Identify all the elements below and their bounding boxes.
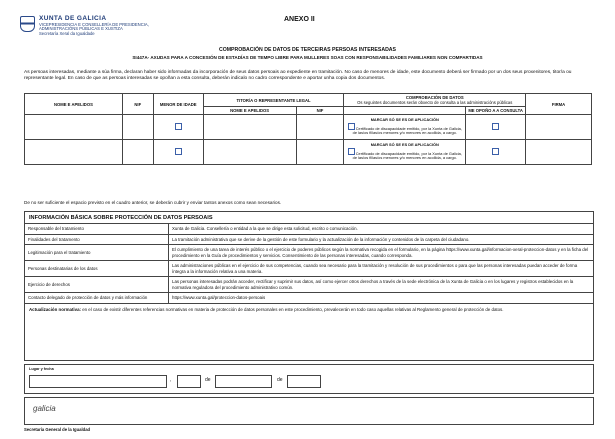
year-field[interactable] (287, 375, 321, 388)
info-key: Contacto delegado de protección de datos y más información (25, 293, 169, 304)
table-row (25, 277, 593, 293)
data-protection-title: INFORMACIÓN BÁSICA SOBRE PROTECCIÓN DE DATOS PERSOAIS (25, 212, 593, 224)
form-subtitle: SI447A- AXUDAS PARA A CONCESIÓN DE ESTADÍAS DE TEMPO LIBRE PARA MULLERES SOAS CON RESPONSABILIDADES FAMILIARES NON COMPARTIDAS (132, 55, 483, 60)
nome-cell[interactable] (25, 115, 123, 140)
logo-line-2: ADMINISTRACIÓNS PÚBLICAS E XUSTIZA (39, 26, 123, 32)
table-row (25, 261, 593, 277)
col-comprobacion-sub: Os seguintes documentos serán obxecto de consulta a las administracións públicas (357, 100, 513, 105)
table-row (25, 234, 593, 245)
logo-line-3: Secretaría Xeral da Igualdade (39, 30, 95, 36)
space-note: De no ser suficiente el espacio previsto en el cuadro anterior, se deberán cubrir y enviar tantos anexos como sean necesarios. (24, 200, 282, 205)
certificado-text: Certificado de discapacidade emitido, por la Xunta de Galicia, de las/os fillas/os menores y/o menores en acollida, a cargo. (352, 150, 462, 161)
firma-cell[interactable] (526, 140, 592, 165)
info-key: Personas destinatarias de los datos (25, 261, 169, 277)
form-title: COMPROBACIÓN DE DATOS DE TERCEIRAS PERSOAS INTERESADAS (218, 47, 397, 53)
titor-nif-cell[interactable] (296, 115, 344, 140)
nif-cell[interactable] (122, 140, 153, 165)
oponse-checkbox[interactable] (492, 123, 499, 130)
data-protection-box (24, 211, 594, 361)
info-key: Ejercicio de derechos (25, 277, 169, 293)
intro-text: As persoas interesadas, mediante a súa firma, declaran haber sido informadas da incorporación de seus datos persoais ao expediente en tramitación. No caso de menores de idade, este documento deberá ser firmado por un dos seus proxenitores, titor/a ou representante legal. En caso de que as persoas interesadas se opoñan a esta consulta, deberán indicalo no cadro correspondente e aportar unha copia dos documentos. (24, 70, 572, 82)
logo-line-1: VICEPRESIDENCIA E CONSELLERÍA DE PRESIDENCIA, (39, 21, 149, 27)
normative-update (25, 304, 593, 316)
col-comprobacion (344, 94, 526, 107)
oponse-checkbox[interactable] (492, 148, 499, 155)
info-value: Xunta de Galicia. Consellería o entidad a la que se dirige esta solicitud, escrito o comunicación. (169, 224, 594, 234)
table-row (25, 245, 593, 261)
place-field[interactable] (29, 375, 167, 388)
menor-checkbox[interactable] (175, 123, 182, 130)
place-date-label: Lugar y fecha (29, 367, 54, 371)
titor-nome-cell[interactable] (203, 115, 296, 140)
titor-nif-cell[interactable] (296, 140, 344, 165)
signature-box (24, 397, 594, 425)
info-value: El cumplimiento de una tarea de interés público o el ejercicio de poderes públicos según la normativa recogida en el formulario, en la página https://www.xunta.gal/informacion-xeral-proteccion-datos y en la ficha del procedimiento en la Guía de procedimientos y servicios. Consentimiento de las personas interesadas, cuando corresponda. (169, 245, 594, 261)
certificado-text: Certificado de discapacidade emitido, por la Xunta de Galicia, de las/os fillas/os menores y/o menores en acollida, a cargo. (352, 125, 462, 136)
logo-name: XUNTA DE GALICIA (39, 15, 107, 22)
table-row (25, 224, 593, 234)
xunta-logo (20, 16, 149, 36)
normative-text: en el caso de existir diferentes referencias normativas en materia de protección de datos personales en este procedimiento, prevalecerán en todo caso aquellas relativas al Reglamento general de protección de datos. (82, 306, 504, 312)
col-nif: NIF (122, 94, 153, 115)
certificado-checkbox[interactable] (348, 123, 355, 130)
third-party-table (24, 93, 592, 165)
col-menor: MENOR DE IDADE (153, 94, 203, 115)
footer-entity: Secretaría General de la Igualdad (24, 427, 91, 432)
table-row (25, 140, 592, 165)
marcar-label: MARCAR SÓ SE ES DE APLICACIÓN (370, 141, 439, 147)
marcar-label: MARCAR SÓ SE ES DE APLICACIÓN (370, 116, 439, 122)
info-link[interactable]: https://www.xunta.gal/proteccion-datos-persoais (169, 293, 594, 304)
col-oponse: ME OPOÑO A A CONSULTA (466, 107, 526, 115)
col-nome: NOME E APELIDOS (25, 94, 123, 115)
col-titor-nif: NIF (296, 107, 344, 115)
info-value: Las personas interesadas podrán acceder, rectificar y suprimir sus datos, así como ejercer otros derechos a través de la sede electrónica de la Xunta de Galicia o en los lugares y registros establecidos en la normativa reguladora del procedimiento administrativo común. (169, 277, 594, 293)
de-sep-2: de (277, 377, 283, 383)
nif-cell[interactable] (122, 115, 153, 140)
normative-label: Actualización normativa: (29, 306, 81, 312)
month-field[interactable] (215, 375, 272, 388)
annex-label: ANEXO II (284, 16, 315, 23)
info-value: La tramitación administrativa que se derive de la gestión de este formulario y la actualización de la información y contenidos de la carpeta del ciudadano. (169, 234, 594, 245)
titor-nome-cell[interactable] (203, 140, 296, 165)
nome-cell[interactable] (25, 140, 123, 165)
col-firma: FIRMA (526, 94, 592, 115)
menor-checkbox[interactable] (175, 148, 182, 155)
col-titor-nome: NOME E APELIDOS (203, 107, 296, 115)
info-key: Responsable del tratamiento (25, 224, 169, 234)
col-titor: TITOR/A O REPRESENTANTE LEGAL (203, 94, 344, 107)
col-comprobacion-title: COMPROBACIÓN DE DATOS (405, 95, 464, 100)
de-sep-1: de (205, 377, 211, 383)
info-value: Las administraciones públicas en el ejercicio de sus competencias, cuando sea necesario para la tramitación y resolución de sus procedimientos o para que las personas interesadas puedan acceder de forma íntegra a la información relativa a una materia. (169, 261, 594, 277)
info-key: Legitimación para el tratamiento (25, 245, 169, 261)
data-protection-table (25, 224, 593, 304)
info-key: Finalidades del tratamento (25, 234, 169, 245)
firma-cell[interactable] (526, 115, 592, 140)
table-row (25, 293, 593, 304)
certificado-checkbox[interactable] (348, 148, 355, 155)
place-date-box (24, 364, 594, 394)
xunta-crest-icon (20, 16, 35, 32)
comma-sep: , (170, 377, 172, 383)
table-row (25, 115, 592, 140)
day-field[interactable] (177, 375, 201, 388)
galicia-logo: galicia (33, 404, 56, 413)
